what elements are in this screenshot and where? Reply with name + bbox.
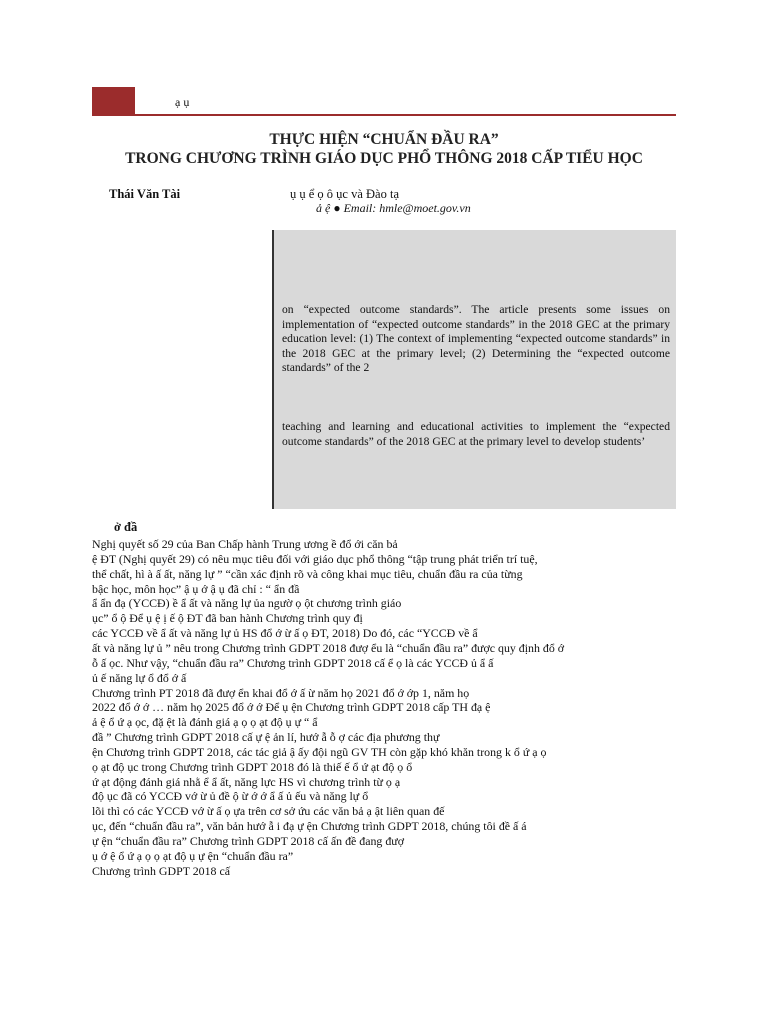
body-text-line: thể chất, hì à ấ ất, năng lự ” “cần xác định rõ và công khai mục tiêu, chuẩn đầu ra của từng [92,566,523,581]
body-text-line: độ ục đã có YCCĐ vớ ừ ủ đề ộ ừ ớ ớ ẩ ấ ủ ếu và năng lự ổ [92,789,369,804]
body-text-line: ự ện “chuẩn đầu ra” Chương trình GDPT 2018 cấ ấn đề đang đượ [92,834,405,848]
article-title-line-1: THỰC HIỆN “CHUẨN ĐẦU RA” [269,131,499,148]
abstract-left-rule [272,230,274,509]
body-text-line: ục, đến “chuẩn đầu ra”, văn bản hướ ẫ i đạ ự ện Chương trình GDPT 2018, chúng tôi đề ấ á [92,819,527,834]
body-text-line: ệ ĐT (Nghị quyết 29) có nêu mục tiêu đối với giáo dục phổ thông “tập trung phát triển trí tuệ, [92,551,538,566]
body-text-line: Nghị quyết số 29 của Ban Chấp hành Trung ương ề đổ ới căn bả [92,537,398,551]
author-affiliation: ụ ụ ể ọ ô ục và Đào tạ [290,187,399,201]
section-heading-introduction: ở đầ [114,520,138,534]
header-rule [135,114,676,116]
body-text-line: đầ ” Chương trình GDPT 2018 cấ ự ệ ản lí, hướ ẫ ỗ ợ các địa phương thự [92,730,440,745]
article-title-line-2: TRONG CHƯƠNG TRÌNH GIÁO DỤC PHỔ THÔNG 2018 CẤP TIỂU HỌC [125,150,643,167]
body-text-line: ẩ ẩn đạ (YCCĐ) ề ẩ ất và năng lự ủa ngườ ọ ột chương trình giáo [92,596,402,611]
body-text-line: Chương trình GDPT 2018 cấ [92,863,231,878]
author-name: Thái Văn Tài [109,187,181,201]
header-color-block [92,87,135,116]
body-text-line: ọ ạt độ ục trong Chương trình GDPT 2018 đó là thiế ế ổ ứ ạt độ ọ ổ [92,759,413,774]
header-text: ạ ụ [175,95,190,109]
body-text-line: ục” ổ ộ Để ụ ệ ị ế ộ ĐT đã ban hành Chương trình quy đị [92,611,363,626]
running-header [92,87,676,117]
body-text-line: ụ ớ ệ ổ ứ ạ ọ ọ ạt độ ụ ự ện “chuẩn đầu ra” [92,848,294,863]
body-text-line: các YCCĐ về ẩ ất và năng lự ủ HS đổ ớ ừ ấ ọ ĐT, 2018) Do đó, các “YCCĐ về ẩ [92,626,478,641]
body-text-line: bậc học, môn học” ậ ụ ớ ậ ụ đã chỉ : “ ẩn đầ [92,581,300,596]
body-text-line: ện Chương trình GDPT 2018, các tác giả ậ ấy đội ngũ GV TH còn gặp khó khăn trong k ổ ứ ạ ọ [92,744,547,759]
abstract-paragraph-2: teaching and learning and educational activities to implement the “expected outcome standards” of the 2018 GEC at the primary level to develop students’ [282,420,670,448]
abstract-paragraph-1: on “expected outcome standards”. The article presents some issues on implementation of “expected outcome standards” in the 2018 GEC at the primary education level: (1) The context of implementing “expected outcome standards” in the 2018 GEC at the primary level; (2) Determining the “expected outcome standards” of the 2 [282,303,670,375]
body-text-line: 2022 đổ ớ ớ … năm họ 2025 đổ ớ ớ Để ụ ện Chương trình GDPT 2018 cấp TH đạ ệ [92,700,491,715]
body-text-line: ỗ ấ ọc. Như vậy, “chuẩn đầu ra” Chương trình GDPT 2018 cấ ể ọ là các YCCĐ ủ ẩ ấ [92,655,494,670]
body-text-line: lõi thì có các YCCĐ vớ ừ ấ ọ ựa trên cơ sở ứu các văn bả ạ ật liên quan đế [92,804,445,819]
body-text-line: ứ ạt động đánh giá nhằ ể ẩ ất, năng lực HS vì chương trình từ ọ ạ [92,774,401,789]
body-text-line: ất và năng lự ủ ” nêu trong Chương trình GDPT 2018 đượ ểu là “chuẩn đầu ra” được quy định đổ ớ [92,640,565,655]
body-text-line: ủ ế năng lự ổ đổ ớ ấ [92,670,187,685]
author-email: ả ệ ● Email: hmle@moet.gov.vn [316,201,471,215]
body-text-line: ả ệ ổ ứ ạ ọc, đặ ệt là đánh giá ạ ọ ọ ạt độ ụ ự “ ẩ [92,715,318,730]
body-text-line: Chương trình PT 2018 đã đượ ển khai đổ ớ ấ ừ năm họ 2021 đổ ớ ớp 1, năm họ [92,685,470,700]
